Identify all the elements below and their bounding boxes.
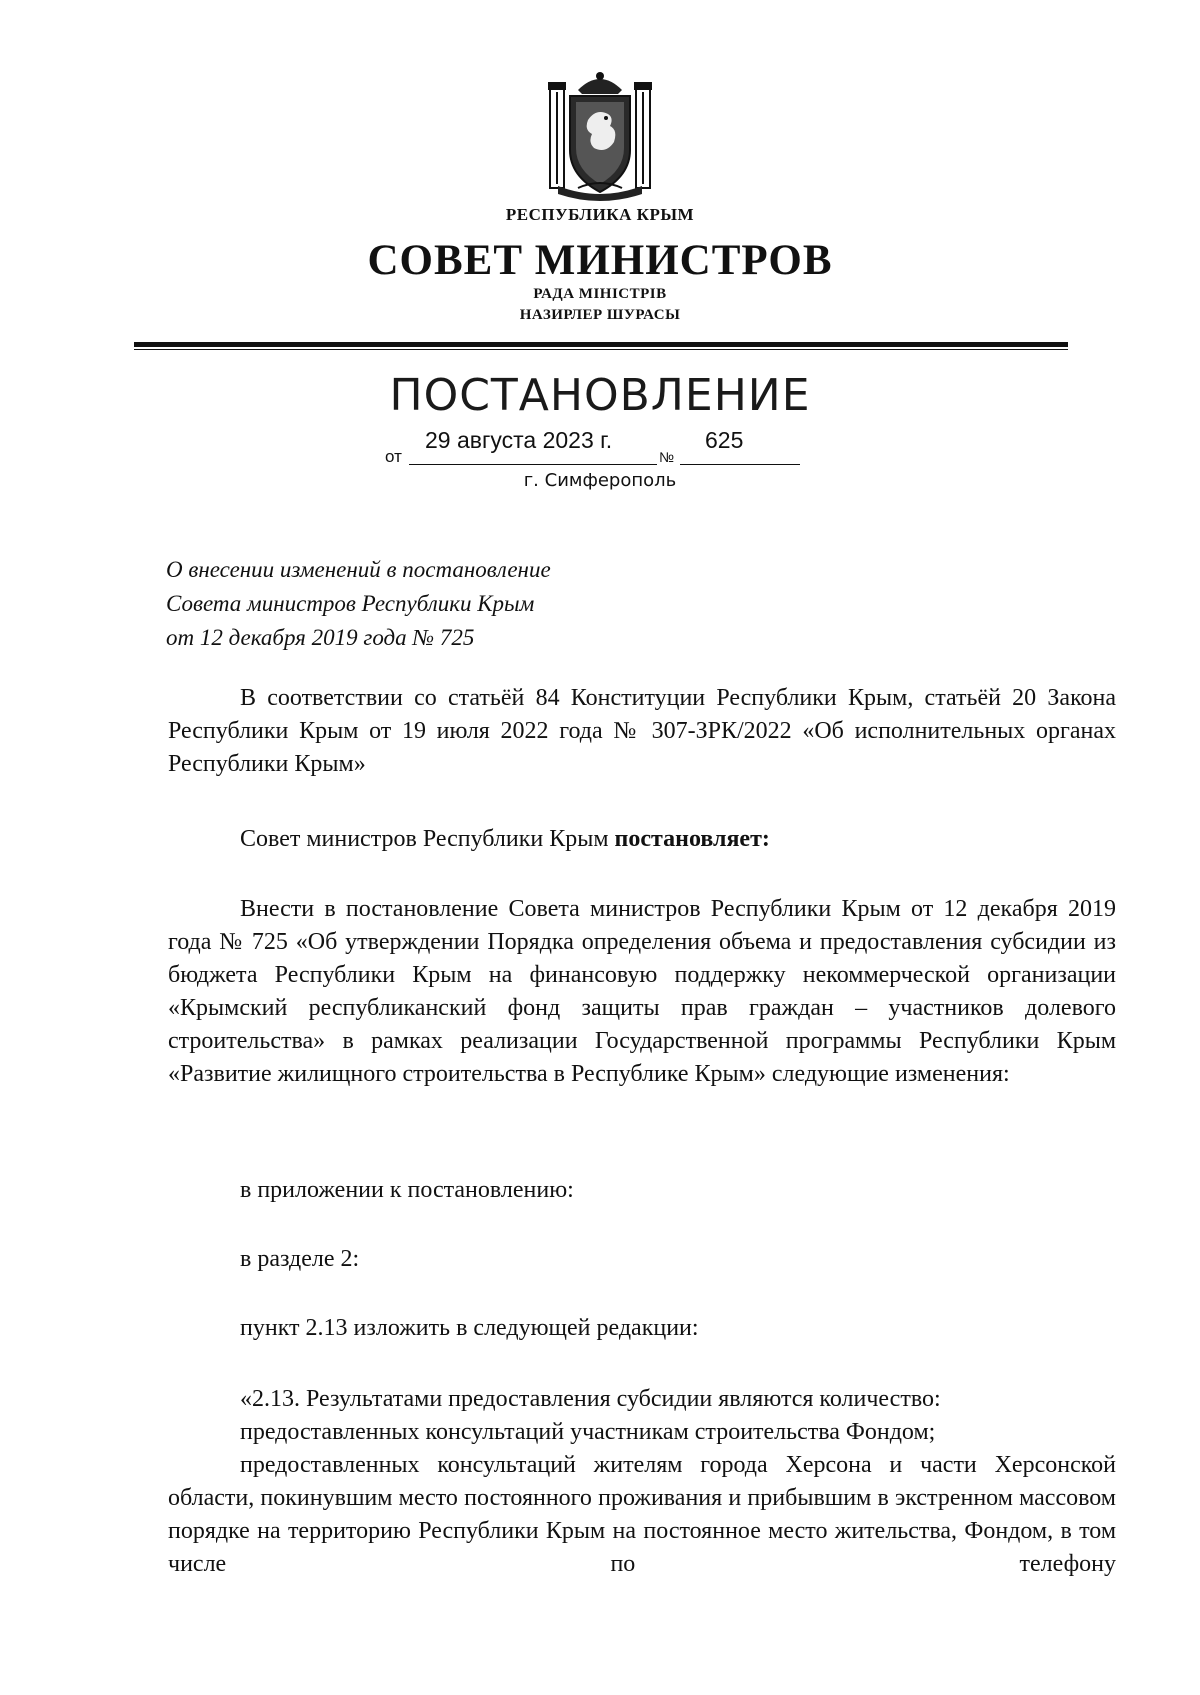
nazirler-heading: НАЗИРЛЕР ШУРАСЫ [519, 307, 681, 323]
council-heading: СОВЕТ МИНИСТРОВ [367, 237, 833, 284]
basis-paragraph [168, 682, 1116, 781]
crimea-coat-of-arms-icon [548, 68, 652, 202]
header-rule-thick [134, 342, 1068, 347]
appendix-text: в приложении к постановлению: [240, 1177, 574, 1203]
republic-heading: РЕСПУБЛИКА КРЫМ [505, 205, 695, 224]
section-paragraph [168, 1243, 1116, 1276]
header-rule-thin [134, 349, 1068, 350]
amend-text: Внести в постановление Совета министров Республики Крым от 12 декабря 2019 года № 725 «Об утверждении Порядка определения объема и предоставления субсидии из бюджета Республики Крым на финансовую поддержку некоммерческой организации «Крымский республиканский фонд защиты прав граждан – участников долевого строительства» в рамках реализации Государственной программы Республики Крым «Развитие жилищного строительства в Республике Крым» следующие изменения: [168, 896, 1116, 1087]
results-block [168, 1383, 1116, 1581]
date-underline [409, 464, 657, 465]
point-text: пункт 2.13 изложить в следующей редакции: [240, 1315, 699, 1341]
document-type: ПОСТАНОВЛЕНИЕ [389, 370, 811, 421]
subject-line: от 12 декабря 2019 года № 725 [166, 625, 475, 650]
decree-paragraph [168, 823, 1116, 856]
number-sign: № [659, 449, 675, 465]
results-intro: «2.13. Результатами предоставления субсидии являются количество: [240, 1386, 941, 1412]
section-text: в разделе 2: [240, 1246, 360, 1272]
rada-heading: РАДА МІНІСТРІВ [533, 286, 667, 302]
decree-keyword: постановляет: [614, 826, 770, 852]
date-number-row [385, 425, 805, 465]
decree-text: Совет министров Республики Крым [240, 826, 615, 852]
results-item: предоставленных консультаций жителям города Херсона и части Херсонской области, покинувшим место постоянного проживания и прибывшим в экстренном массовом порядке на территорию Республики Крым на постоянное место жительства, Фондом, в том числе по телефону [168, 1452, 1116, 1577]
amend-paragraph [168, 893, 1116, 1091]
subject-line: Совета министров Республики Крым [166, 591, 535, 616]
results-item: предоставленных консультаций участникам строительства Фондом; [240, 1419, 936, 1445]
basis-text: В соответствии со статьёй 84 Конституции Республики Крым, статьёй 20 Закона Республики Крым от 19 июля 2022 года № 307-ЗРК/2022 «Об исполнительных органах Республики Крым» [168, 685, 1116, 777]
point-paragraph [168, 1312, 1116, 1345]
subject-line: О внесении изменений в постановление [166, 557, 551, 582]
document-date: 29 августа 2023 г. [425, 427, 613, 453]
document-number: 625 [705, 427, 744, 453]
document-subject [166, 553, 551, 655]
date-prefix: от [385, 447, 402, 466]
appendix-paragraph [168, 1174, 1116, 1207]
document-city: г. Симферополь [523, 470, 677, 491]
number-underline [680, 464, 800, 465]
